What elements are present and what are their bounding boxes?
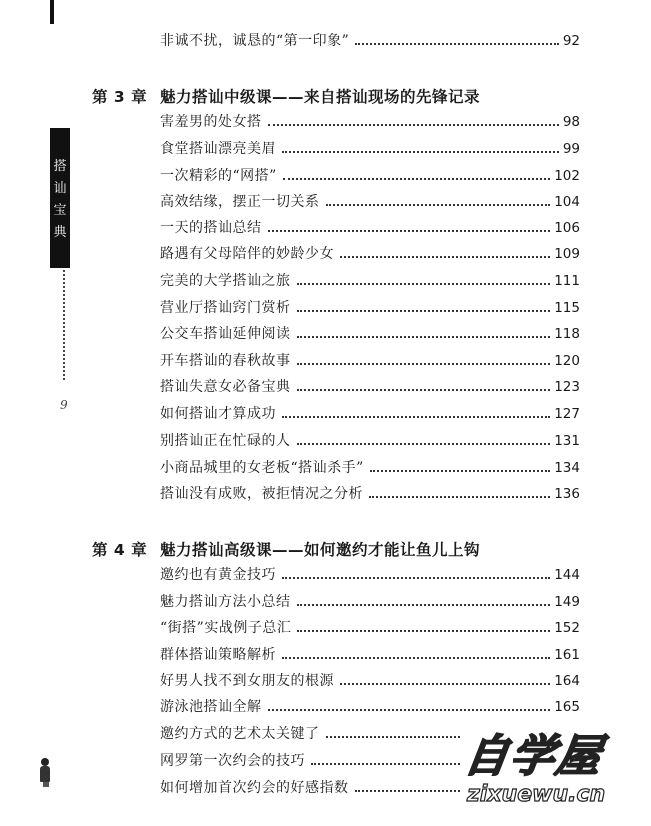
toc-entry-title: 高效结缘，摆正一切关系: [160, 194, 320, 210]
toc-entry[interactable]: [160, 591, 580, 611]
dot-leader: [297, 389, 551, 391]
toc-entry[interactable]: [160, 696, 580, 716]
toc-entry-title: 邀约方式的艺术太关键了: [160, 726, 320, 742]
dot-leader: [340, 256, 550, 258]
toc-entry-title: 一天的搭讪总结: [160, 220, 262, 236]
toc-entry[interactable]: [160, 297, 580, 317]
toc-entry-title: 如何搭讪才算成功: [160, 406, 276, 422]
toc-entry-page: 118: [554, 326, 580, 342]
toc-entry[interactable]: [160, 217, 580, 237]
toc-entry[interactable]: [160, 191, 580, 211]
toc-entry[interactable]: [160, 323, 580, 343]
toc-entry[interactable]: [160, 430, 580, 450]
spine-page-mark: 9: [60, 398, 68, 412]
dot-leader: [369, 496, 550, 498]
toc-entry[interactable]: [160, 403, 580, 423]
chapter-heading[interactable]: [92, 538, 480, 560]
toc-entry-page: 120: [554, 353, 580, 369]
toc-entry-page: 115: [554, 300, 580, 316]
watermark-url: zixuewu.cn: [467, 782, 606, 807]
toc-entry[interactable]: [160, 457, 580, 477]
toc-entry-title: 网罗第一次约会的技巧: [160, 753, 305, 769]
dot-leader: [283, 178, 550, 180]
toc-entry-page: 161: [554, 647, 580, 663]
toc-entry-title: 食堂搭讪漂亮美眉: [160, 141, 276, 157]
dot-leader: [282, 577, 550, 579]
toc-entry-title: 搭讪失意女必备宝典: [160, 379, 291, 395]
toc-entry-title: 群体搭讪策略解析: [160, 647, 276, 663]
dot-leader: [297, 630, 550, 632]
dot-leader: [326, 736, 461, 738]
toc-entry-title: 完美的大学搭讪之旅: [160, 273, 291, 289]
top-margin-rule: [50, 0, 54, 24]
toc-entry-page: 92: [562, 33, 580, 49]
toc-entry-page: 165: [554, 699, 580, 715]
toc-entry-title: 公交车搭讪延伸阅读: [160, 326, 291, 342]
toc-entry-page: 164: [554, 673, 580, 689]
toc-entry-page: 127: [554, 406, 580, 422]
toc-entry-page: 134: [554, 460, 580, 476]
chapter-number: 第 4 章: [92, 541, 148, 559]
toc-entry-title: 游泳池搭讪全解: [160, 699, 262, 715]
toc-entry-page: 102: [554, 168, 580, 184]
toc-entry-page: 152: [554, 620, 580, 636]
toc-entry-title: 一次精彩的“网搭”: [160, 168, 277, 184]
dot-leader: [297, 443, 551, 445]
toc-entry-page: 104: [554, 194, 580, 210]
toc-entry[interactable]: [160, 670, 580, 690]
toc-entry-title: “街搭”实战例子总汇: [160, 620, 292, 636]
toc-entry-title: 邀约也有黄金技巧: [160, 567, 276, 583]
toc-entry-page: 109: [554, 246, 580, 262]
toc-entry-page: 106: [554, 220, 580, 236]
toc-entry-page: 123: [554, 379, 580, 395]
spine-char: 搭: [53, 159, 67, 174]
toc-entry-page: 136: [554, 486, 580, 502]
toc-entry-title: 好男人找不到女朋友的根源: [160, 673, 334, 689]
dot-leader: [355, 43, 558, 45]
toc-entry[interactable]: [160, 165, 580, 185]
toc-entry[interactable]: [160, 723, 460, 743]
watermark-logo: 自学屋: [460, 731, 606, 782]
corner-figure-icon: [38, 758, 52, 786]
toc-entry-title: 非诚不扰，诚恳的“第一印象”: [160, 33, 350, 49]
dot-leader: [282, 151, 559, 153]
toc-entry[interactable]: [160, 30, 580, 50]
toc-entry[interactable]: [160, 350, 580, 370]
dot-leader: [297, 336, 551, 338]
toc-entry-page: 149: [554, 594, 580, 610]
dot-leader: [297, 310, 551, 312]
toc-entry-title: 别搭讪正在忙碌的人: [160, 433, 291, 449]
toc-entry-page: 111: [554, 273, 580, 289]
dot-leader: [268, 709, 551, 711]
toc-entry-title: 如何增加首次约会的好感指数: [160, 780, 349, 796]
toc-entry[interactable]: [160, 750, 460, 770]
toc-entry[interactable]: [160, 564, 580, 584]
book-spine-tab: [50, 128, 70, 268]
chapter-number: 第 3 章: [92, 88, 148, 106]
toc-entry-page: 131: [554, 433, 580, 449]
toc-entry[interactable]: [160, 243, 580, 263]
dot-leader: [282, 416, 550, 418]
toc-entry-page: 144: [554, 567, 580, 583]
dot-leader: [282, 657, 550, 659]
dot-leader: [297, 604, 551, 606]
dot-leader: [370, 470, 550, 472]
chapter-heading[interactable]: [92, 85, 480, 107]
toc-entry[interactable]: [160, 376, 580, 396]
dot-leader: [355, 790, 461, 792]
toc-entry[interactable]: [160, 644, 580, 664]
toc-entry-page: 98: [562, 114, 580, 130]
chapter-title: 魅力搭讪高级课——如何邀约才能让鱼儿上钩: [160, 541, 481, 559]
toc-entry[interactable]: [160, 617, 580, 637]
chapter-title: 魅力搭讪中级课——来自搭讪现场的先锋记录: [160, 88, 481, 106]
toc-entry[interactable]: [160, 111, 580, 131]
dot-leader: [297, 363, 551, 365]
toc-entry[interactable]: [160, 138, 580, 158]
toc-entry-title: 开车搭讪的春秋故事: [160, 353, 291, 369]
spine-char: 宝: [53, 203, 67, 218]
dot-leader: [268, 230, 551, 232]
dot-leader: [326, 204, 551, 206]
site-watermark: [455, 720, 645, 820]
spine-char: 典: [53, 225, 67, 240]
dot-leader: [311, 763, 460, 765]
toc-entry-title: 害羞男的处女搭: [160, 114, 262, 130]
toc-entry-page: 99: [562, 141, 580, 157]
spine-char: 讪: [53, 181, 67, 196]
toc-entry-title: 营业厅搭讪窍门赏析: [160, 300, 291, 316]
toc-entry-title: 路遇有父母陪伴的妙龄少女: [160, 246, 334, 262]
dot-leader: [340, 683, 550, 685]
toc-entry[interactable]: [160, 270, 580, 290]
toc-entry[interactable]: [160, 777, 460, 797]
toc-entry-title: 小商品城里的女老板“搭讪杀手”: [160, 460, 364, 476]
spine-dotted-line: [63, 270, 65, 380]
toc-entry[interactable]: [160, 483, 580, 503]
dot-leader: [268, 124, 559, 126]
toc-entry-title: 魅力搭讪方法小总结: [160, 594, 291, 610]
toc-entry-title: 搭讪没有成败，被拒情况之分析: [160, 486, 363, 502]
dot-leader: [297, 283, 551, 285]
